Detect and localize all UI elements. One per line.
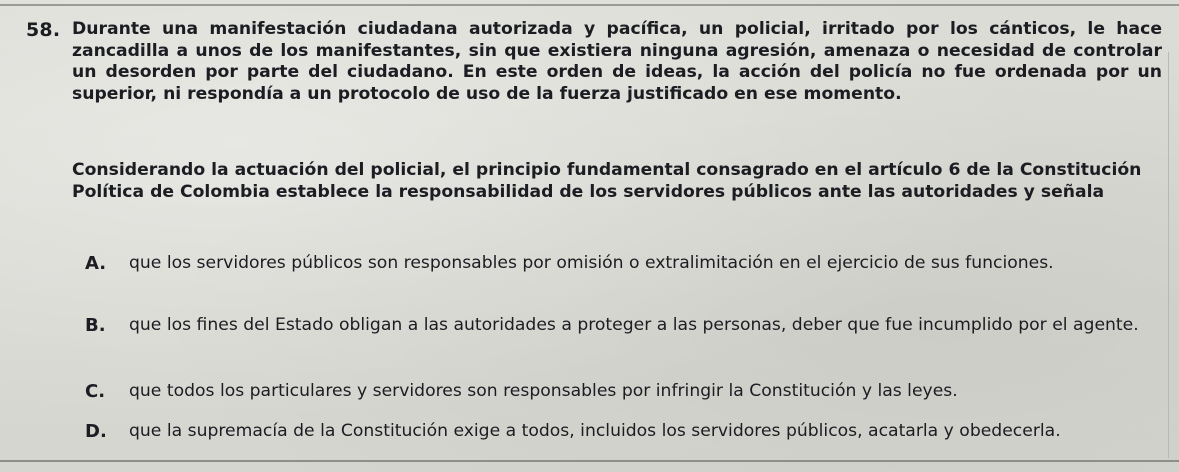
option-b-text: que los fines del Estado obligan a las autoridades a proteger a las personas, deber que fue incumplido por el agente.: [129, 315, 1139, 335]
top-divider: [0, 4, 1179, 6]
question-lead-in: Considerando la actuación del policial, el principio fundamental consagrado en el artículo 6 de la Constitución Política de Colombia establece la responsabilidad de los servidores públicos ante las autoridades y señala: [72, 160, 1142, 202]
option-a-letter: A.: [85, 253, 107, 274]
option-d-letter: D.: [85, 421, 107, 442]
option-c-letter: C.: [85, 381, 106, 402]
option-b-letter: B.: [85, 315, 106, 336]
bottom-divider: [0, 460, 1179, 462]
option-d-text: que la supremacía de la Constitución exige a todos, incluidos los servidores públicos, acatarla y obedecerla.: [129, 421, 1061, 441]
option-c-text: que todos los particulares y servidores son responsables por infringir la Constitución y las leyes.: [129, 381, 958, 401]
question-number: 58.: [26, 19, 61, 41]
right-border-line: [1168, 52, 1169, 458]
question-stem: Durante una manifestación ciudadana autorizada y pacífica, un policial, irritado por los cánticos, le hace zancadilla a unos de los manifestantes, sin que existiera ninguna agresión, amenaza o necesidad de controlar un desorden por parte del ciudadano. En este orden de ideas, la acción del policía no fue ordenada por un superior, ni respondía a un protocolo de uso de la fuerza justificado en ese momento.: [72, 19, 1162, 104]
option-a-text: que los servidores públicos son responsables por omisión o extralimitación en el ejercicio de sus funciones.: [129, 253, 1054, 273]
